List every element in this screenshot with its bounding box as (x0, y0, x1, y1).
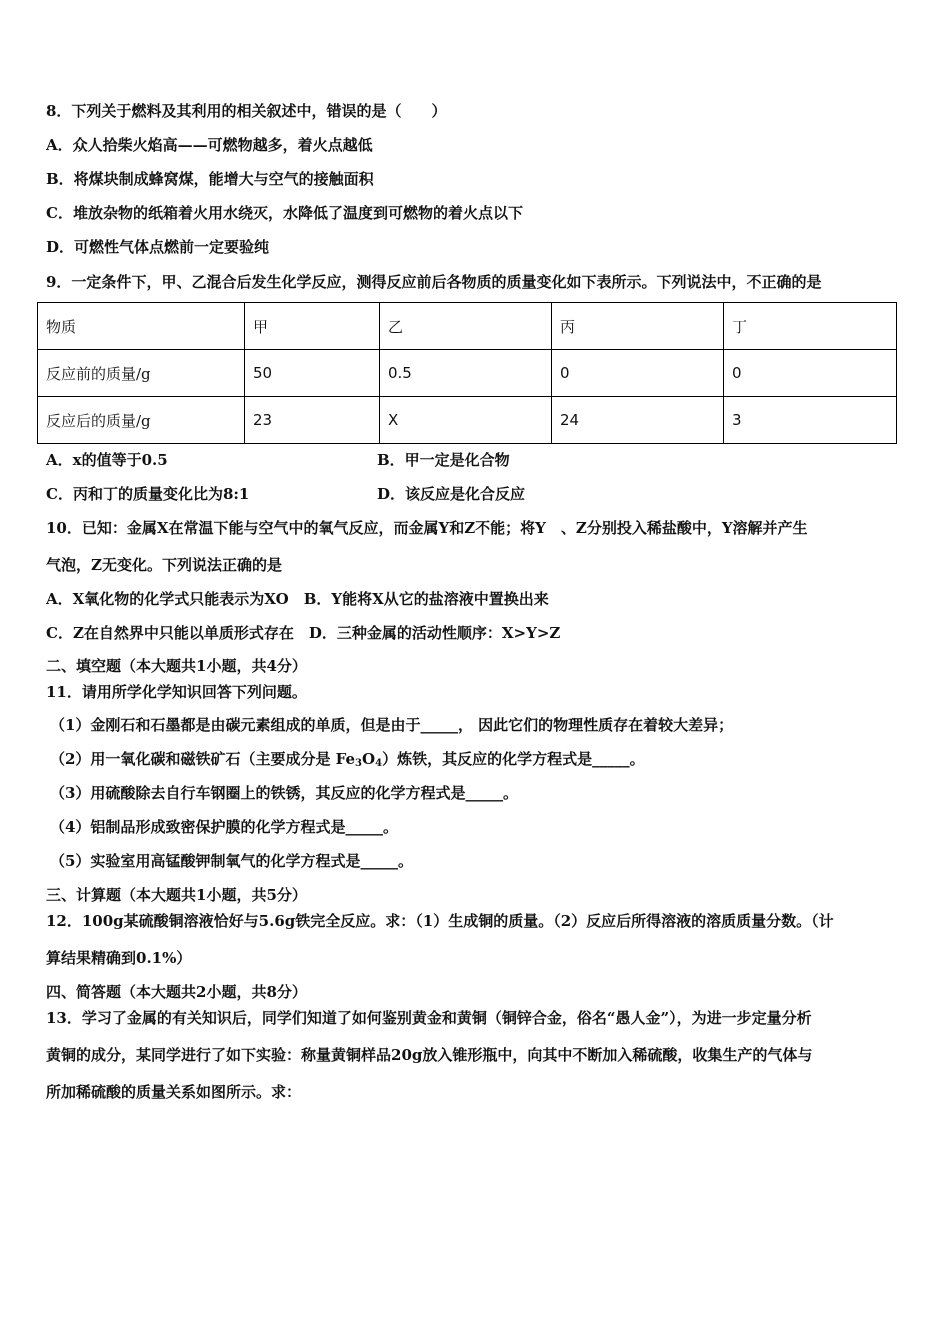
table-cell: 3 (724, 397, 897, 444)
q11-item-2 (50, 749, 645, 769)
q11-item-3: （3）用硫酸除去自行车钢圈上的铁锈，其反应的化学方程式是_____。 (50, 784, 518, 802)
q13-line1: 13．学习了金属的有关知识后，同学们知道了如何鉴别黄金和黄铜（铜锌合金，俗名“愚人金”），为进一步定量分析 (46, 1009, 812, 1027)
q9-option-c: C．丙和丁的质量变化比为8:1 (46, 485, 250, 503)
q8-option-d: D．可燃性气体点燃前一定要验纯 (46, 238, 270, 256)
q10-options-line2: C．Z在自然界中只能以单质形式存在 D．三种金属的活动性顺序：X>Y>Z (46, 624, 561, 642)
table-header-cell: 丙 (552, 303, 724, 350)
table-cell: 反应后的质量/g (38, 397, 245, 444)
section3-title: 三、计算题（本大题共1小题，共5分） (46, 886, 307, 904)
q12-line2: 算结果精确到0.1%） (46, 949, 192, 967)
section2-title: 二、填空题（本大题共1小题，共4分） (46, 657, 307, 675)
q13-line2: 黄铜的成分，某同学进行了如下实验：称量黄铜样品20g放入锥形瓶中，向其中不断加入稀硫酸，收集生产的气体与 (46, 1046, 813, 1064)
q11-item-2-pre: （2）用一氧化碳和磁铁矿石（主要成分是 Fe (50, 750, 356, 768)
q9-stem: 9．一定条件下，甲、乙混合后发生化学反应，测得反应前后各物质的质量变化如下表所示。下列说法中，不正确的是 (46, 273, 822, 291)
formula-subscript: 4 (375, 758, 383, 769)
table-row (38, 350, 897, 397)
q8-stem: 8．下列关于燃料及其利用的相关叙述中，错误的是（ ） (46, 102, 447, 120)
formula-element: O (362, 750, 376, 768)
table-header-row (38, 303, 897, 350)
table-header-cell: 甲 (245, 303, 380, 350)
q11-item-4: （4）铝制品形成致密保护膜的化学方程式是_____。 (50, 818, 398, 836)
q10-stem-line2: 气泡，Z无变化。下列说法正确的是 (46, 556, 282, 574)
q8-option-b: B．将煤块制成蜂窝煤，能增大与空气的接触面积 (46, 170, 374, 188)
formula-subscript: 3 (355, 758, 363, 769)
table-cell: X (380, 397, 552, 444)
mass-change-table (37, 302, 897, 444)
q11-stem: 11．请用所学化学知识回答下列问题。 (46, 683, 307, 701)
section4-title: 四、简答题（本大题共2小题，共8分） (46, 983, 307, 1001)
table-cell: 0 (724, 350, 897, 397)
q10-options-line1: A．X氧化物的化学式只能表示为XO B．Y能将X从它的盐溶液中置换出来 (46, 590, 549, 608)
q13-line3: 所加稀硫酸的质量关系如图所示。求： (46, 1083, 302, 1101)
table-row (38, 397, 897, 444)
table-cell: 0 (552, 350, 724, 397)
table-cell: 50 (245, 350, 380, 397)
table-cell: 0.5 (380, 350, 552, 397)
q8-option-a: A．众人拾柴火焰高——可燃物越多，着火点越低 (46, 136, 373, 154)
q11-item-2-post: ）炼铁，其反应的化学方程式是_____。 (382, 750, 645, 768)
table-cell: 23 (245, 397, 380, 444)
q10-stem-line1: 10．已知：金属X在常温下能与空气中的氧气反应，而金属Y和Z不能；将Y 、Z分别投入稀盐酸中，Y溶解并产生 (46, 519, 808, 537)
q9-option-a: A．x的值等于0.5 (46, 451, 168, 469)
q9-option-d: D．该反应是化合反应 (377, 485, 526, 503)
table-header-cell: 物质 (38, 303, 245, 350)
table-header-cell: 乙 (380, 303, 552, 350)
q9-option-b: B．甲一定是化合物 (377, 451, 510, 469)
q8-option-c: C．堆放杂物的纸箱着火用水绕灭，水降低了温度到可燃物的着火点以下 (46, 204, 523, 222)
table-header-cell: 丁 (724, 303, 897, 350)
q11-item-5: （5）实验室用高锰酸钾制氧气的化学方程式是_____。 (50, 852, 413, 870)
table-cell: 反应前的质量/g (38, 350, 245, 397)
q11-item-1: （1）金刚石和石墨都是由碳元素组成的单质，但是由于_____， 因此它们的物理性质存在着较大差异； (50, 716, 734, 734)
table-cell: 24 (552, 397, 724, 444)
q12-line1: 12．100g某硫酸铜溶液恰好与5.6g铁完全反应。求：（1）生成铜的质量。（2）反应后所得溶液的溶质质量分数。（计 (46, 912, 834, 930)
